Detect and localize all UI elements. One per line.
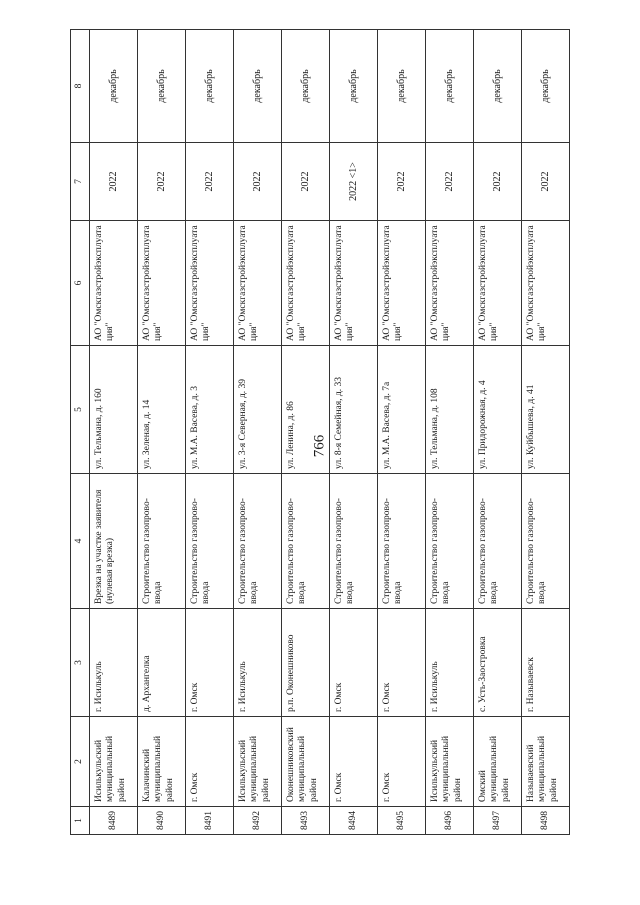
cell-month: декабрь (330, 30, 378, 143)
table-row (474, 30, 522, 835)
table-row (138, 30, 186, 835)
table-row (282, 30, 330, 835)
cell-row-number: 8490 (138, 807, 186, 835)
cell-district: Исилькульский муниципальный район (426, 717, 474, 807)
cell-year: 2022 (378, 143, 426, 221)
table-row (330, 30, 378, 835)
cell-work-type: Строительство газопрово- ввода (522, 474, 570, 609)
cell-district: г. Омск (186, 717, 234, 807)
cell-address: ул. Зеленая, д. 14 (138, 346, 186, 474)
cell-row-number: 8495 (378, 807, 426, 835)
gasification-table (70, 29, 570, 835)
header-cell: 4 (71, 474, 90, 609)
cell-work-type: Строительство газопрово- ввода (282, 474, 330, 609)
cell-district: Омский муниципальный район (474, 717, 522, 807)
cell-contractor: АО "Омскгазстройэксплуата ция" (378, 221, 426, 346)
table-row (234, 30, 282, 835)
cell-month: декабрь (234, 30, 282, 143)
cell-row-number: 8493 (282, 807, 330, 835)
cell-settlement: г. Исилькуль (90, 609, 138, 717)
cell-district: г. Омск (378, 717, 426, 807)
cell-row-number: 8494 (330, 807, 378, 835)
page-number: 766 (311, 434, 328, 458)
table-row (426, 30, 474, 835)
cell-address: ул. Тельмана, д. 108 (426, 346, 474, 474)
cell-month: декабрь (282, 30, 330, 143)
cell-month: декабрь (378, 30, 426, 143)
cell-address: ул. М.А. Васева, д. 7а (378, 346, 426, 474)
cell-year: 2022 (186, 143, 234, 221)
header-cell: 7 (71, 143, 90, 221)
cell-district: Называевский муниципальный район (522, 717, 570, 807)
table-row (378, 30, 426, 835)
header-cell: 6 (71, 221, 90, 346)
cell-row-number: 8492 (234, 807, 282, 835)
cell-settlement: г. Исилькуль (234, 609, 282, 717)
cell-row-number: 8491 (186, 807, 234, 835)
cell-row-number: 8496 (426, 807, 474, 835)
cell-year: 2022 (474, 143, 522, 221)
cell-address: ул. Тельмана, д. 160 (90, 346, 138, 474)
cell-district: Калачинский муниципальный район (138, 717, 186, 807)
cell-district: Исилькульский муниципальный район (234, 717, 282, 807)
cell-settlement: с. Усть-Заостровка (474, 609, 522, 717)
cell-month: декабрь (186, 30, 234, 143)
cell-work-type: Строительство газопрово- ввода (330, 474, 378, 609)
cell-work-type: Строительство газопрово- ввода (138, 474, 186, 609)
cell-settlement: д. Архангелка (138, 609, 186, 717)
cell-contractor: АО "Омскгазстройэксплуата ция" (522, 221, 570, 346)
cell-address: ул. Придорожная, д. 4 (474, 346, 522, 474)
rotated-table-container (70, 30, 582, 835)
cell-work-type: Строительство газопрово- ввода (378, 474, 426, 609)
cell-year: 2022 (282, 143, 330, 221)
cell-settlement: р.п. Оконешниково (282, 609, 330, 717)
cell-row-number: 8498 (522, 807, 570, 835)
cell-contractor: АО "Омскгазстройэксплуата ция" (330, 221, 378, 346)
cell-year: 2022 <1> (330, 143, 378, 221)
cell-address: ул. Куйбышева, д. 41 (522, 346, 570, 474)
cell-settlement: г. Исилькуль (426, 609, 474, 717)
cell-address: ул. 3-я Северная, д. 39 (234, 346, 282, 474)
table-row (186, 30, 234, 835)
cell-contractor: АО "Омскгазстройэксплуата ция" (186, 221, 234, 346)
header-cell: 3 (71, 609, 90, 717)
header-cell: 8 (71, 30, 90, 143)
cell-contractor: АО "Омскгазстройэксплуата ция" (90, 221, 138, 346)
cell-month: декабрь (138, 30, 186, 143)
cell-month: декабрь (474, 30, 522, 143)
cell-address: ул. М.А. Васева, д. 3 (186, 346, 234, 474)
cell-district: Оконешниковский муниципальный район (282, 717, 330, 807)
cell-contractor: АО "Омскгазстройэксплуата ция" (474, 221, 522, 346)
cell-address: ул. 8-я Семейная, д. 33 (330, 346, 378, 474)
cell-work-type: Строительство газопрово- ввода (186, 474, 234, 609)
cell-month: декабрь (522, 30, 570, 143)
cell-contractor: АО "Омскгазстройэксплуата ция" (234, 221, 282, 346)
cell-work-type: Строительство газопрово- ввода (234, 474, 282, 609)
cell-district: Исилькульский муниципальный район (90, 717, 138, 807)
cell-district: г. Омск (330, 717, 378, 807)
cell-work-type: Строительство газопрово- ввода (474, 474, 522, 609)
cell-work-type: Строительство газопрово- ввода (426, 474, 474, 609)
cell-contractor: АО "Омскгазстройэксплуата ция" (282, 221, 330, 346)
cell-address: ул. Ленина, д. 86 (282, 346, 330, 474)
cell-year: 2022 (522, 143, 570, 221)
cell-year: 2022 (138, 143, 186, 221)
header-cell: 1 (71, 807, 90, 835)
cell-contractor: АО "Омскгазстройэксплуата ция" (426, 221, 474, 346)
header-cell: 2 (71, 717, 90, 807)
table-row (522, 30, 570, 835)
header-cell: 5 (71, 346, 90, 474)
cell-year: 2022 (234, 143, 282, 221)
cell-settlement: г. Называевск (522, 609, 570, 717)
cell-work-type: Врезка на участке заявителя (нулевая врезка) (90, 474, 138, 609)
cell-contractor: АО "Омскгазстройэксплуата ция" (138, 221, 186, 346)
cell-month: декабрь (90, 30, 138, 143)
header-row (71, 30, 90, 835)
cell-row-number: 8489 (90, 807, 138, 835)
table-row (90, 30, 138, 835)
cell-year: 2022 (90, 143, 138, 221)
cell-year: 2022 (426, 143, 474, 221)
cell-row-number: 8497 (474, 807, 522, 835)
table-body (90, 30, 570, 835)
cell-settlement: г. Омск (378, 609, 426, 717)
cell-settlement: г. Омск (186, 609, 234, 717)
cell-month: декабрь (426, 30, 474, 143)
cell-settlement: г. Омск (330, 609, 378, 717)
